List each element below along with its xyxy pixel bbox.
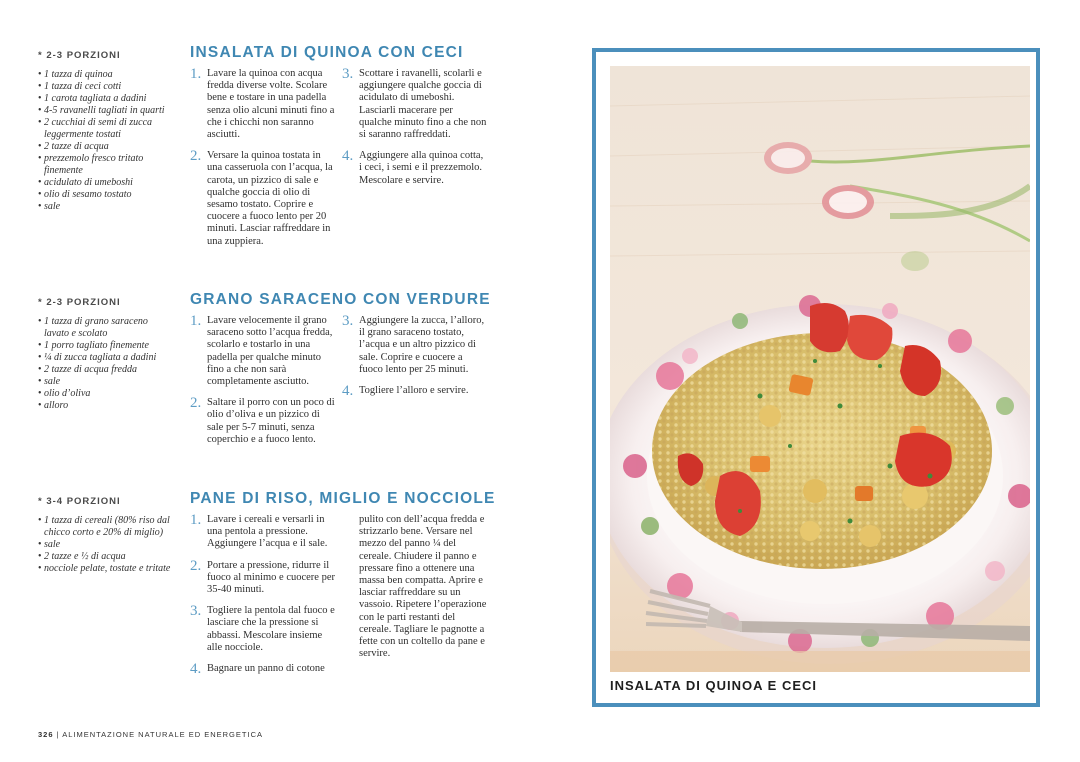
ingredient-list: [38, 515, 173, 575]
step-text: Aggiungere la zucca, l’alloro, il grano saraceno tostato, l’acqua e un altro pizzico di sale. Coprire e cuocere a fuoco lento per 25 minuti.: [359, 315, 485, 375]
step-number: 2.: [190, 395, 202, 412]
recipe-title: INSALATA DI QUINOA CON CECI: [190, 44, 464, 61]
step-text: Togliere la pentola dal fuoco e lasciare che la pressione si abbassi. Mescolare insieme alle nocciole.: [207, 605, 335, 653]
recipe-step: [190, 605, 335, 654]
step-number: 1.: [190, 512, 202, 528]
food-photo: [610, 66, 1030, 672]
step-text: Togliere l’alloro e servire.: [359, 385, 469, 397]
ingredient-item: • ¼ di zucca tagliata a dadini: [38, 352, 173, 364]
ingredient-item: • olio di sesamo tostato: [38, 189, 173, 201]
step-number: 1.: [190, 66, 202, 82]
section-title: ALIMENTAZIONE NATURALE ED ENERGETICA: [62, 730, 263, 739]
recipe-sidebar: [38, 50, 173, 213]
recipe-step: [190, 315, 335, 388]
ingredient-item: • nocciole pelate, tostate e tritate: [38, 563, 173, 575]
recipe-step: [342, 315, 487, 376]
recipe-sidebar: [38, 297, 173, 412]
ingredient-item: • 1 carota tagliata a dadini: [38, 93, 173, 105]
steps-column-left: [190, 68, 335, 257]
page-number: 326: [38, 730, 54, 739]
step-number: 3.: [190, 603, 202, 620]
recipe-step: [342, 68, 487, 141]
ingredient-item: • 2 cucchiai di semi di zucca leggermente tostati: [38, 117, 173, 141]
recipe-step: [342, 150, 487, 187]
recipe-step: [190, 514, 335, 551]
steps-column-right: [342, 315, 487, 406]
step-text: Scottare i ravanelli, scolarli e aggiungere qualche goccia di acidulato di umeboshi. Lasciarli macerare per qualche minuto fino a che non si saranno raffreddati.: [359, 68, 487, 141]
steps-column-left: [190, 514, 335, 684]
recipe-step: [190, 397, 335, 446]
ingredient-list: [38, 316, 173, 412]
ingredient-item: • sale: [38, 376, 173, 388]
ingredient-item: • 2 tazze e ½ di acqua: [38, 551, 173, 563]
step-text: Lavare velocemente il grano saraceno sotto l’acqua fredda, scolarlo e tostarlo in una padella per qualche minuto fino a che non sarà completamente asciutto.: [207, 315, 333, 388]
photo-frame: [592, 48, 1040, 707]
ingredient-item: • 1 tazza di grano saraceno lavato e scolato: [38, 316, 173, 340]
step-number: 2.: [190, 148, 202, 165]
ingredient-item: • 2 tazze di acqua: [38, 141, 173, 153]
footer-separator: |: [56, 730, 60, 739]
ingredient-item: • 1 porro tagliato finemente: [38, 340, 173, 352]
recipe-step: [190, 557, 335, 597]
step-number: 4.: [190, 661, 202, 678]
steps-column-right: [359, 514, 487, 660]
step-text: Saltare il porro con un poco di olio d’oliva e un pizzico di sale per 5-7 minuti, senza coperchio e a fuoco lento.: [207, 397, 335, 445]
ingredient-item: • prezzemolo fresco tritato finemente: [38, 153, 173, 177]
ingredient-item: • 1 tazza di quinoa: [38, 69, 173, 81]
steps-column-right: [342, 68, 487, 196]
recipe-step: [190, 661, 335, 678]
step-text: Lavare la quinoa con acqua fredda diverse volte. Scolare bene e tostare in una padella senza olio alcuni minuti fino a che i chicchi non saranno asciutti.: [207, 68, 335, 141]
ingredient-item: • 4-5 ravanelli tagliati in quarti: [38, 105, 173, 117]
step-number: 3.: [342, 313, 354, 329]
portions-label: * 2-3 PORZIONI: [38, 50, 121, 61]
ingredient-item: • 2 tazze di acqua fredda: [38, 364, 173, 376]
photo-caption: INSALATA DI QUINOA E CECI: [610, 678, 817, 693]
ingredient-item: • 1 tazza di ceci cotti: [38, 81, 173, 93]
portions-label: * 2-3 PORZIONI: [38, 297, 121, 308]
page-footer: [38, 730, 263, 739]
step-text-continuation: pulito con dell’acqua fredda e strizzarlo bene. Versare nel mezzo del panno ¼ del cereale. Chiudere il panno e pressare fino a ottenere una massa ben compatta. Aprire e lasciar raffreddare su un vassoio. Ripetere l’operazione con le parti restanti del cereale. Tagliare le pagnotte a fette con un coltello da pane e servire.: [359, 514, 487, 660]
step-text: Lavare i cereali e versarli in una pentola a pressione. Aggiungere l’acqua e il sale.: [207, 514, 328, 550]
step-text: Portare a pressione, ridurre il fuoco al minimo e cuocere per 35-40 minuti.: [207, 559, 335, 596]
recipe-title: GRANO SARACENO CON VERDURE: [190, 291, 491, 308]
ingredient-item: • 1 tazza di cereali (80% riso dal chicco corto e 20% di miglio): [38, 515, 173, 539]
ingredient-item: • alloro: [38, 400, 173, 412]
step-number: 2.: [190, 557, 202, 574]
step-number: 4.: [342, 148, 354, 165]
recipe-sidebar: [38, 496, 173, 575]
step-text: Aggiungere alla quinoa cotta, i ceci, i semi e il prezzemolo. Mescolare e servire.: [359, 150, 484, 186]
step-number: 1.: [190, 313, 202, 329]
ingredient-list: [38, 69, 173, 213]
ingredient-item: • sale: [38, 201, 173, 213]
steps-column-left: [190, 315, 335, 455]
ingredient-item: • acidulato di umeboshi: [38, 177, 173, 189]
ingredient-item: • sale: [38, 539, 173, 551]
ingredient-item: • olio d’oliva: [38, 388, 173, 400]
step-number: 3.: [342, 66, 354, 82]
recipe-step: [190, 68, 335, 141]
recipe-title: PANE DI RISO, MIGLIO E NOCCIOLE: [190, 490, 496, 507]
recipe-step: [342, 383, 487, 400]
step-number: 4.: [342, 383, 354, 400]
step-text: Versare la quinoa tostata in una casseruola con l’acqua, la carota, un pizzico di sale e qualche goccia di olio di sesamo tostato. Coprire e cuocere a fuoco lento per 20 minuti. Lasciar raffreddare in una zuppiera.: [207, 150, 333, 247]
recipe-step: [190, 150, 335, 248]
portions-label: * 3-4 PORZIONI: [38, 496, 121, 507]
step-text: Bagnare un panno di cotone: [207, 663, 325, 675]
